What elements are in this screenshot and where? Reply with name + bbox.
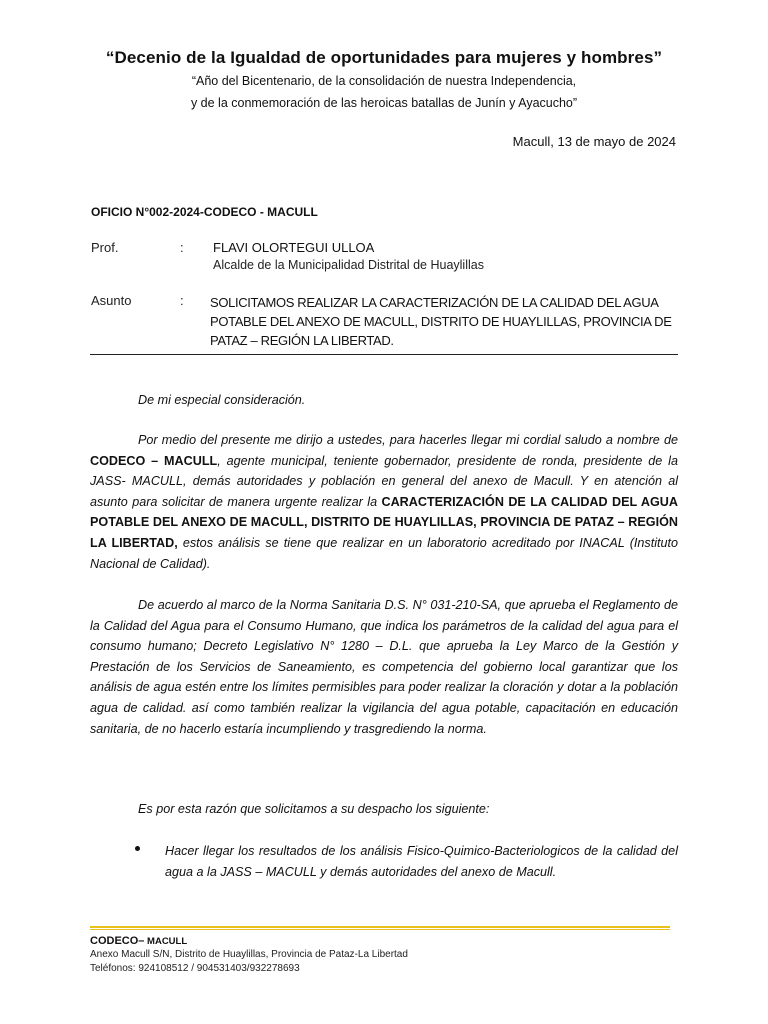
p2-text: De acuerdo al marco de la Norma Sanitaria D.S. N° 031-210-SA, que aprueba el Reglamento de la Calidad del Agua para el Consumo Humano, que indica los parámetros de la calidad del agua para el consumo humano; Decreto Legislativo N° 1280 – D.L. que aprueba la Ley Marco de la Gestión y Prestación de los Servicios de Saneamiento, es competencia del gobierno local garantizar que los análisis de agua estén entre los límites permisibles para poder realizar la cloración y dotar a la población agua de calidad. así como también realizar la vigilancia del agua potable, capacitación en educación sanitaria, de no hacerlo estaría incumpliendo y trasgrediendo la norma. — [90, 598, 678, 736]
p1-part-c: , agente municipal, teniente gobernador, presidente de ronda, presidente de la JASS- MACULL, demás autoridades y población en general del anexo de Macull. Y en atención al asunto para solicitar de manera urgente realizar la — [90, 453, 678, 509]
prof-colon: : — [180, 240, 184, 255]
asunto-label: Asunto — [91, 293, 132, 308]
asunto-colon: : — [180, 293, 184, 308]
prof-label: Prof. — [91, 240, 119, 255]
anio-line-2: y de la conmemoración de las heroicas batallas de Junín y Ayacucho” — [190, 96, 578, 110]
bullet-icon — [135, 846, 140, 851]
footer-divider — [90, 926, 670, 928]
footer-org — [90, 935, 187, 947]
footer-org-a: CODECO– — [90, 935, 145, 947]
recipient-name: FLAVI OLORTEGUI ULLOA — [213, 240, 375, 255]
header-divider — [90, 354, 678, 355]
decenio-heading: “Decenio de la Igualdad de oportunidades para mujeres y hombres” — [105, 48, 663, 67]
bullet-item: Hacer llegar los resultados de los análisis Fisico-Quimico-Bacteriologicos de la calidad del agua a la JASS – MACULL y demás autoridades del anexo de Macull. — [165, 844, 678, 879]
p3-text: Es por esta razón que solicitamos a su despacho los siguiente: — [138, 802, 490, 816]
oficio-number: OFICIO N°002-2024-CODECO - MACULL — [91, 205, 318, 219]
paragraph-3 — [90, 799, 678, 820]
p1-part-a: Por medio del presente me dirijo a ustedes, para hacerles llegar mi cordial saludo a nombre de — [138, 433, 678, 447]
salutation-text: De mi especial consideración. — [138, 393, 306, 407]
recipient-title: Alcalde de la Municipalidad Distrital de Huaylillas — [213, 258, 484, 272]
footer-org-b: MACULL — [144, 936, 188, 947]
letter-date: Macull, 13 de mayo de 2024 — [512, 134, 676, 149]
anio-line-1: “Año del Bicentenario, de la consolidación de nuestra Independencia, — [191, 74, 577, 88]
paragraph-2 — [90, 595, 678, 739]
footer-address: Anexo Macull S/N, Distrito de Huaylillas, Provincia de Pataz-La Libertad — [90, 949, 408, 960]
footer-phones: Teléfonos: 924108512 / 904531403/932278693 — [90, 963, 300, 974]
p1-part-e: estos análisis se tiene que realizar en un laboratorio acreditado por INACAL (Instituto Nacional de Calidad). — [90, 535, 678, 571]
footer-divider-thin — [90, 929, 670, 930]
p1-codeco: CODECO – MACULL — [90, 453, 218, 468]
salutation — [90, 390, 678, 411]
asunto-text: SOLICITAMOS REALIZAR LA CARACTERIZACIÓN DE LA CALIDAD DEL AGUA POTABLE DEL ANEXO DE MACULL, DISTRITO DE HUAYLILLAS, PROVINCIA DE PATAZ – REGIÓN LA LIBERTAD. — [210, 295, 672, 348]
paragraph-1 — [90, 430, 678, 574]
p1-caracterizacion: CARACTERIZACIÓN DE LA CALIDAD DEL AGUA POTABLE DEL ANEXO DE MACULL, DISTRITO DE HUAYLILLAS, PROVINCIA DE PATAZ – REGIÓN LA LIBERTAD, — [90, 494, 679, 550]
